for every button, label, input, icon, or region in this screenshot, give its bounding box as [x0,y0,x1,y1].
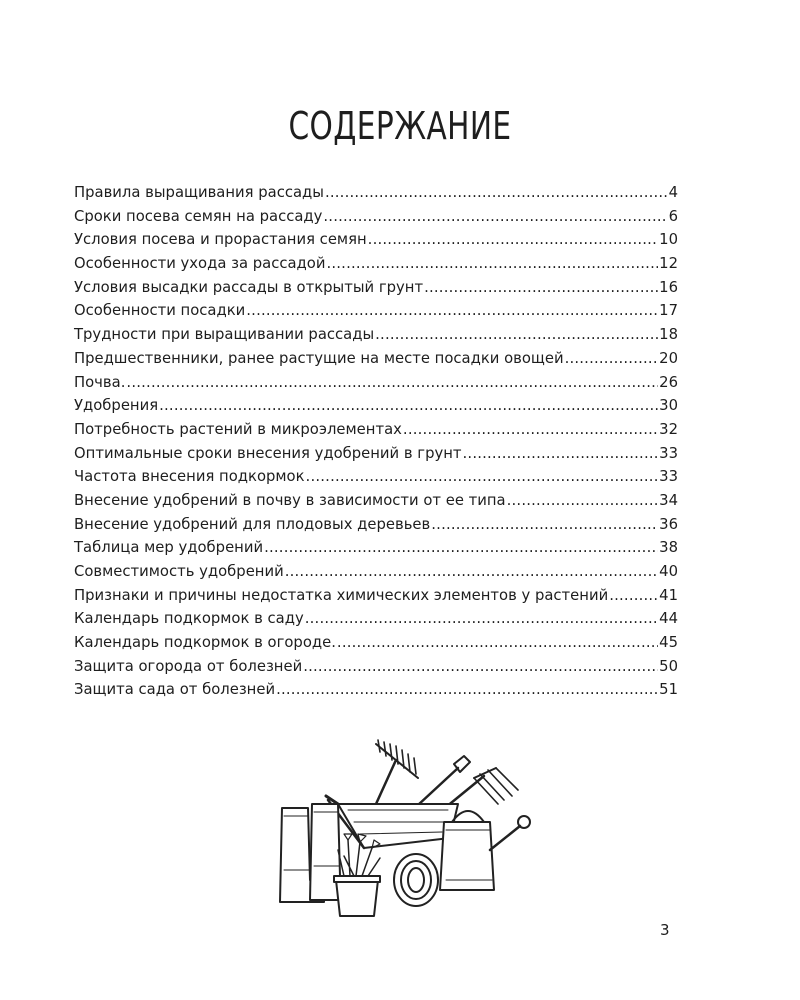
toc-entry [74,560,678,584]
toc-entry-title: Календарь подкормок в саду [74,610,304,628]
toc-entry-page: 32 [659,420,678,438]
toc-entry-title: Таблица мер удобрений [74,539,264,557]
toc-entry [74,513,678,537]
toc-entry [74,299,678,323]
toc-entry [74,323,678,347]
toc-entry [74,418,678,442]
toc-entry-page: 4 [668,184,678,201]
toc-entry-page: 50 [659,657,678,675]
toc-entry-title: Защита сада от болезней [74,681,276,699]
toc-dot-leader [565,347,659,371]
toc-entry [74,584,678,608]
toc-entry [74,489,678,513]
toc-dot-leader [126,371,658,395]
toc-entry-title: Предшественники, ранее растущие на месте посадки овощей [74,349,564,367]
toc-dot-leader [323,205,667,229]
toc-entry-title: Внесение удобрений для плодовых деревьев [74,515,431,533]
toc-entry-page: 16 [659,278,678,296]
toc-dot-leader [507,489,659,513]
toc-entry-title: Условия посева и прорастания семян [74,231,367,249]
toc-entry-page: 12 [659,255,678,273]
toc-entry [74,607,678,631]
toc-dot-leader [609,584,658,608]
toc-entry-title: Сроки посева семян на рассаду [74,207,323,225]
toc-dot-leader [159,394,658,418]
toc-entry-title: Особенности ухода за рассадой [74,255,326,273]
toc-entry-title: Почва. [74,373,126,391]
toc-entry [74,442,678,466]
toc-entry-title: Правила выращивания рассады [74,184,324,201]
toc-entry-page: 34 [659,491,678,509]
toc-entry [74,228,678,252]
toc-dot-leader [424,276,658,300]
toc-entry [74,347,678,371]
toc-entry [74,678,678,702]
toc-entry [74,371,678,395]
toc-entry-page: 44 [659,610,678,628]
toc-dot-leader [463,442,659,466]
toc-entry-page: 26 [659,373,678,391]
toc-entry-page: 18 [659,326,678,344]
toc-entry [74,252,678,276]
toc-dot-leader [276,678,658,702]
toc-dot-leader [246,299,658,323]
toc-dot-leader [337,631,658,655]
toc-dot-leader [306,465,659,489]
toc-entry [74,465,678,489]
toc-entry [74,276,678,300]
toc-dot-leader [264,536,658,560]
toc-entry-title: Трудности при выращивании рассады [74,326,375,344]
toc-entry-page: 17 [659,302,678,320]
toc-entry [74,205,678,229]
watering-can-icon [440,811,530,890]
page-number: 3 [660,921,670,939]
toc-dot-leader [375,323,658,347]
toc-dot-leader [431,513,658,537]
rake-icon [376,740,418,804]
toc-entry [74,536,678,560]
toc-entry-title: Признаки и причины недостатка химических элементов у растений [74,586,609,604]
toc-dot-leader [285,560,658,584]
toc-dot-leader [305,607,658,631]
toc-entry-title: Особенности посадки [74,302,246,320]
toc-entry [74,655,678,679]
toc-entry-title: Календарь подкормок в огороде. [74,634,336,652]
toc-entry-title: Внесение удобрений в почву в зависимости от ее типа [74,491,506,509]
toc-entry-page: 45 [659,634,678,652]
toc-entry-page: 33 [659,444,678,462]
garden-tools-illustration [268,730,538,925]
toc-dot-leader [326,252,658,276]
toc-entry-page: 41 [659,586,678,604]
toc-dot-leader [303,655,658,679]
toc-entry [74,394,678,418]
toc-entry-page: 10 [659,231,678,249]
toc-entry-title: Частота внесения подкормок [74,468,305,486]
toc-dot-leader [403,418,658,442]
toc-entry-page: 38 [659,539,678,557]
table-of-contents [74,181,678,702]
toc-entry-page: 40 [659,563,678,580]
page-title: СОДЕРЖАНИЕ [288,104,512,148]
toc-entry-page: 51 [659,681,678,699]
toc-entry-title: Удобрения [74,397,159,415]
toc-entry-page: 6 [668,207,678,225]
toc-entry [74,631,678,655]
toc-entry-page: 30 [659,397,678,415]
toc-entry-title: Оптимальные сроки внесения удобрений в грунт [74,444,462,462]
toc-entry [74,181,678,205]
toc-entry-title: Условия высадки рассады в открытый грунт [74,278,424,296]
wheelbarrow-icon [326,796,458,848]
toc-dot-leader [325,181,668,205]
toc-dot-leader [368,228,658,252]
toc-entry-page: 36 [659,515,678,533]
toc-entry-title: Потребность растений в микроэлементах [74,420,402,438]
hose-icon [394,854,438,906]
toc-entry-title: Защита огорода от болезней [74,657,303,675]
toc-entry-page: 33 [659,468,678,486]
toc-entry-title: Совместимость удобрений [74,563,284,580]
toc-entry-page: 20 [659,349,678,367]
